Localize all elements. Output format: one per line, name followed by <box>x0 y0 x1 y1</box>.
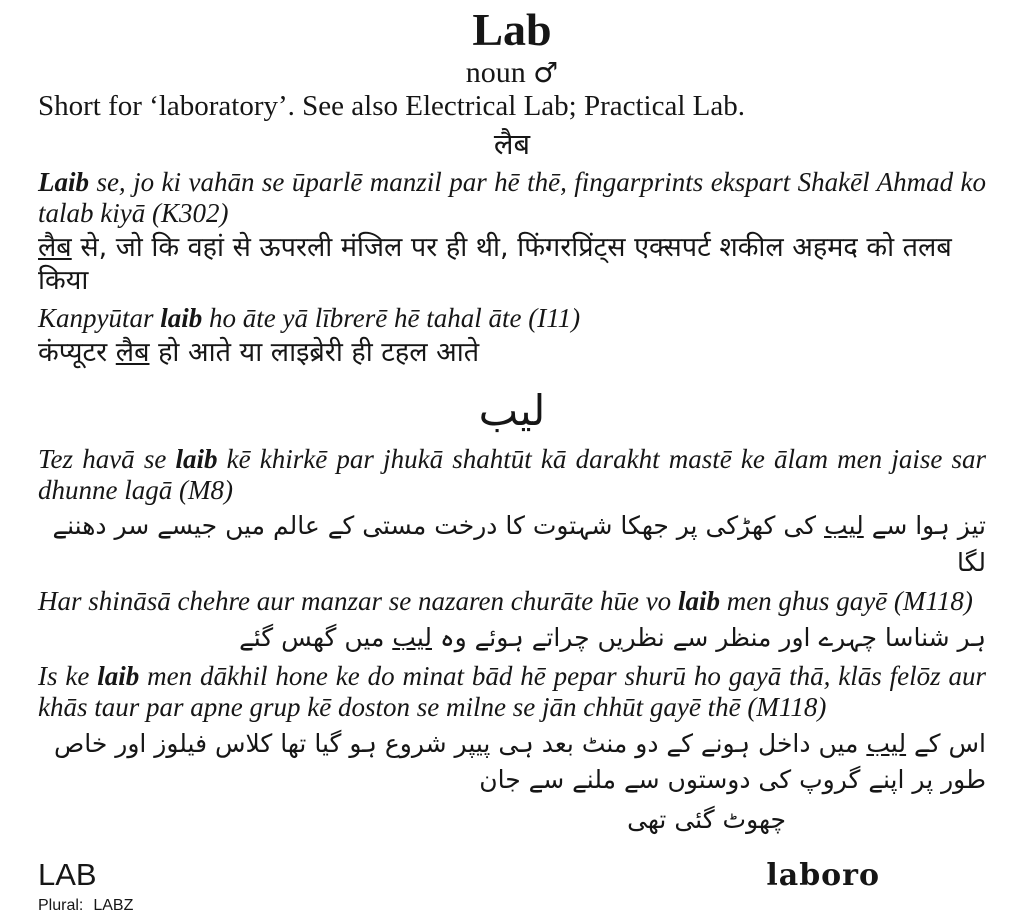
latin-etymon: laboro <box>766 858 880 894</box>
example-urdu-3 <box>38 726 986 799</box>
roman-text: Tez havā se <box>38 443 176 474</box>
footer-row <box>38 858 986 893</box>
headword-underlined: लैब <box>38 231 72 263</box>
urdu-text: اس کے <box>906 728 986 758</box>
headword-bold: Laib <box>38 166 89 197</box>
headword-underlined: لیب <box>866 728 907 758</box>
headword-bold: laib <box>175 443 218 474</box>
urdu-headword: لیب <box>478 385 546 435</box>
urdu-text: ہر شناسا چہرے اور منظر سے نظریں چراتے ہوئے وہ <box>432 622 986 652</box>
example-urdu-1 <box>38 508 986 581</box>
urdu-text: کی کھڑکی پر جھکا شہتوت کا درخت مستی کے عالم میں جیسے سر دھننے لگا <box>52 511 986 577</box>
headword-bold: laib <box>97 660 140 691</box>
example-hindi-1 <box>38 231 986 299</box>
pos-line <box>38 56 986 89</box>
english-headword: LAB <box>38 857 97 893</box>
plural-line <box>38 897 986 915</box>
hindi-text: हो आते या लाइब्रेरी ही टहल आते <box>149 336 480 368</box>
roman-text: men ghus gayē (M118) <box>719 585 973 616</box>
headword-underlined: लैब <box>115 336 150 368</box>
example-roman-3 <box>38 444 986 506</box>
hindi-text: से, जो कि वहां से ऊपरली मंजिल पर ही थी, फिंगरप्रिंट्स एक्सपर्ट शकील अहमद को तलब किया <box>38 231 952 297</box>
male-gender-icon: ♂ <box>533 56 559 90</box>
part-of-speech-label: noun <box>465 56 526 90</box>
headword-underlined: لیب <box>824 511 864 541</box>
roman-text: Is ke <box>38 660 98 691</box>
page-title: Lab <box>472 4 552 55</box>
example-urdu-2 <box>38 620 986 656</box>
example-roman-4 <box>38 586 986 617</box>
roman-text: se, jo ki vahān se ūparlē manzil par hē thē, fingarprints ekspart Shakēl Ahmad ko talab kiyā (K302) <box>38 166 986 228</box>
urdu-text: میں گھس گئے <box>239 622 393 652</box>
plural-value: LABZ <box>93 897 134 915</box>
plural-label: Plural: <box>38 897 84 915</box>
example-roman-2 <box>38 303 986 334</box>
example-roman-1 <box>38 167 986 229</box>
roman-text: Kanpyūtar <box>38 303 161 334</box>
hindi-headword: लैब <box>493 127 531 162</box>
example-hindi-2 <box>38 336 986 370</box>
hindi-text: कंप्यूटर <box>38 336 116 368</box>
urdu-text: تیز ہوا سے <box>863 511 986 541</box>
roman-text: Har shināsā chehre aur manzar se nazaren churāte hūe vo <box>38 585 678 616</box>
definition-text: Short for ‘laboratory’. See also Electrical Lab; Practical Lab. <box>38 90 745 123</box>
roman-text: ho āte yā lībrerē hē tahal āte (I11) <box>202 303 581 334</box>
headword-bold: laib <box>160 303 203 334</box>
example-urdu-3-continuation: چھوٹ گئی تھی <box>627 805 786 834</box>
roman-text: kē khirkē par jhukā shahtūt kā darakht mastē ke ālam men jaise sar dhunne lagā (M8) <box>38 443 986 505</box>
headword-bold: laib <box>677 585 720 616</box>
roman-text: men dākhil hone ke do minat bād hē pepar shurū ho gayā thā, klās felōz aur khās taur par apne grup kē doston se milne se jān chhūt gayē thē (M118) <box>38 660 986 722</box>
headword-underlined: لیب <box>392 622 432 652</box>
urdu-text: میں داخل ہونے کے دو منٹ بعد ہی پیپر شروع ہو گیا تھا کلاس فیلوز اور خاص طور پر اپنے گروپ کی دوستوں سے ملنے سے جان <box>54 728 986 794</box>
example-roman-5 <box>38 661 986 723</box>
